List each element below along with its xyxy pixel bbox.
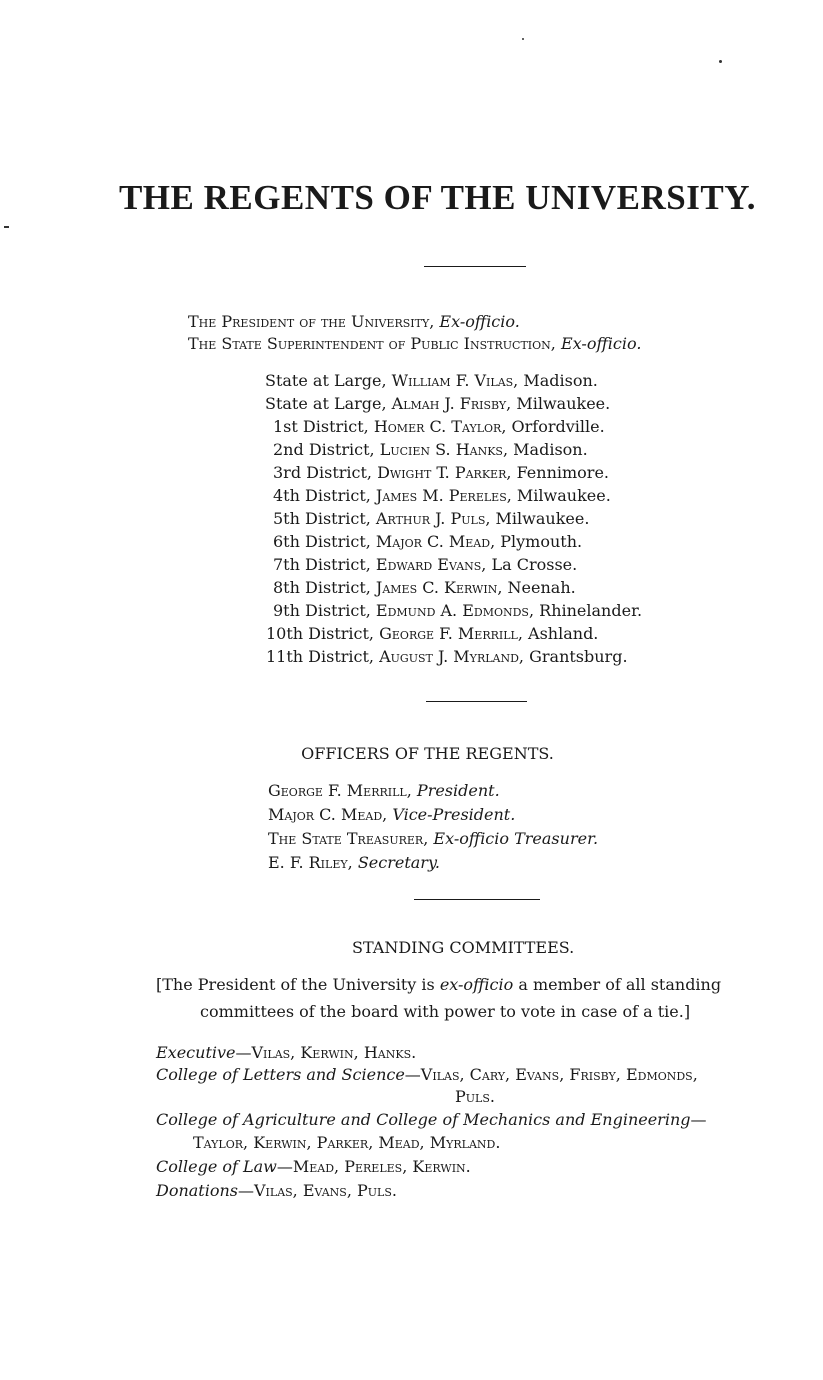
divider xyxy=(424,266,526,267)
committee-members-cont: Puls. xyxy=(455,1087,495,1106)
regent-district: 7th District, xyxy=(273,555,371,574)
regent-name: Lucien S. Hanks, xyxy=(379,440,509,459)
page-title: THE REGENTS OF THE UNIVERSITY. xyxy=(118,178,757,217)
regent-row xyxy=(273,532,582,551)
regent-district: 4th District, xyxy=(273,486,371,505)
regent-name: Homer C. Taylor, xyxy=(373,417,507,436)
committee-name: Executive xyxy=(156,1043,236,1062)
regent-town: La Crosse. xyxy=(491,555,578,574)
dash: — xyxy=(404,1065,421,1084)
regent-name: Almah J. Frisby, xyxy=(391,394,512,413)
committee-name: Donations xyxy=(156,1181,238,1200)
scan-speck xyxy=(4,226,9,228)
committee-row xyxy=(156,1043,416,1062)
regent-town: Ashland. xyxy=(528,624,599,643)
regent-row xyxy=(273,509,589,528)
committee-members: Vilas, Evans, Puls. xyxy=(254,1181,397,1200)
ex-officio-role: Ex-officio. xyxy=(439,312,520,331)
regent-name: Dwight T. Parker, xyxy=(377,463,512,482)
note-line: committees of the board with power to vote in case of a tie.] xyxy=(200,1002,691,1021)
note-italic: ex-officio xyxy=(439,975,514,994)
ex-officio-role: Ex-officio. xyxy=(560,334,642,353)
regent-row xyxy=(273,555,577,574)
regent-row xyxy=(273,578,576,597)
committee-row xyxy=(156,1157,471,1176)
regent-row xyxy=(265,371,598,390)
regent-town: Plymouth. xyxy=(500,532,583,551)
dash: — xyxy=(235,1043,252,1062)
regent-district: State at Large, xyxy=(265,394,387,413)
regent-district: State at Large, xyxy=(265,371,387,390)
regent-row xyxy=(266,647,628,666)
scan-speck xyxy=(522,38,524,40)
committee-name: College of Law xyxy=(156,1157,277,1176)
regent-row xyxy=(273,463,609,482)
regent-row xyxy=(273,486,611,505)
regent-row xyxy=(265,394,610,413)
officer-name: Major C. Mead, xyxy=(268,805,388,824)
committee-members: Vilas, Cary, Evans, Frisby, Edmonds, xyxy=(420,1065,698,1084)
officer-role: President. xyxy=(416,781,500,800)
regent-name: Edmund A. Edmonds, xyxy=(375,601,535,620)
committee-members: Mead, Pereles, Kerwin. xyxy=(292,1157,471,1176)
officer-row xyxy=(268,805,515,824)
ex-officio-name: The President of the University, xyxy=(188,312,435,331)
officer-name: E. F. Riley, xyxy=(268,853,353,872)
regent-row xyxy=(273,417,605,436)
committees-heading: STANDING COMMITTEES. xyxy=(352,938,575,957)
regent-district: 3rd District, xyxy=(273,463,372,482)
divider xyxy=(426,701,527,702)
officer-role: Secretary. xyxy=(357,853,440,872)
note-text: a member of all standing xyxy=(513,975,722,994)
regent-town: Rhinelander. xyxy=(539,601,643,620)
regent-town: Madison. xyxy=(523,371,598,390)
regent-town: Neenah. xyxy=(507,578,576,597)
officer-name: The State Treasurer, xyxy=(268,829,429,848)
officer-role: Vice-President. xyxy=(392,805,516,824)
committee-members-cont: Taylor, Kerwin, Parker, Mead, Myrland. xyxy=(193,1133,501,1152)
committee-row xyxy=(156,1110,707,1129)
divider xyxy=(414,899,540,900)
regent-district: 6th District, xyxy=(273,532,371,551)
regent-town: Grantsburg. xyxy=(529,647,628,666)
regent-row xyxy=(266,624,598,643)
regent-district: 2nd District, xyxy=(273,440,375,459)
ex-officio-line xyxy=(188,312,520,331)
regent-name: William F. Vilas, xyxy=(391,371,519,390)
dash: — xyxy=(276,1157,293,1176)
committee-row xyxy=(156,1181,397,1200)
regent-row xyxy=(273,601,642,620)
regent-town: Milwaukee. xyxy=(516,394,611,413)
regent-town: Madison. xyxy=(513,440,588,459)
officer-row xyxy=(268,853,440,872)
officer-name: George F. Merrill, xyxy=(268,781,412,800)
officers-heading: OFFICERS OF THE REGENTS. xyxy=(301,744,554,763)
regent-row xyxy=(273,440,588,459)
dash: — xyxy=(238,1181,254,1200)
regent-town: Milwaukee. xyxy=(495,509,590,528)
regent-district: 9th District, xyxy=(273,601,371,620)
regent-name: James C. Kerwin, xyxy=(375,578,503,597)
regent-district: 11th District, xyxy=(266,647,375,666)
regent-name: August J. Myrland, xyxy=(379,647,524,666)
committee-name: College of Agriculture and College of Mechanics and Engineering xyxy=(156,1110,691,1129)
dash: — xyxy=(690,1110,707,1129)
regent-town: Fennimore. xyxy=(516,463,609,482)
ex-officio-line xyxy=(188,334,641,353)
ex-officio-name: The State Superintendent of Public Instruction, xyxy=(188,334,556,353)
committee-members: Vilas, Kerwin, Hanks. xyxy=(251,1043,417,1062)
committee-row xyxy=(156,1065,698,1084)
regent-district: 10th District, xyxy=(266,624,375,643)
regent-name: James M. Pereles, xyxy=(375,486,512,505)
regent-district: 8th District, xyxy=(273,578,371,597)
committee-name: College of Letters and Science xyxy=(156,1065,405,1084)
note-text: [The President of the University is xyxy=(156,975,440,994)
officer-role: Ex-officio Treasurer. xyxy=(433,829,599,848)
officer-row xyxy=(268,829,598,848)
scan-speck xyxy=(719,60,722,63)
officer-row xyxy=(268,781,500,800)
note-line xyxy=(156,975,721,994)
regent-district: 5th District, xyxy=(273,509,371,528)
regent-town: Orfordville. xyxy=(511,417,605,436)
regent-name: Major C. Mead, xyxy=(375,532,496,551)
regent-name: George F. Merrill, xyxy=(379,624,523,643)
regent-name: Arthur J. Puls, xyxy=(375,509,491,528)
regent-name: Edward Evans, xyxy=(375,555,487,574)
regent-district: 1st District, xyxy=(273,417,369,436)
regent-town: Milwaukee. xyxy=(516,486,611,505)
